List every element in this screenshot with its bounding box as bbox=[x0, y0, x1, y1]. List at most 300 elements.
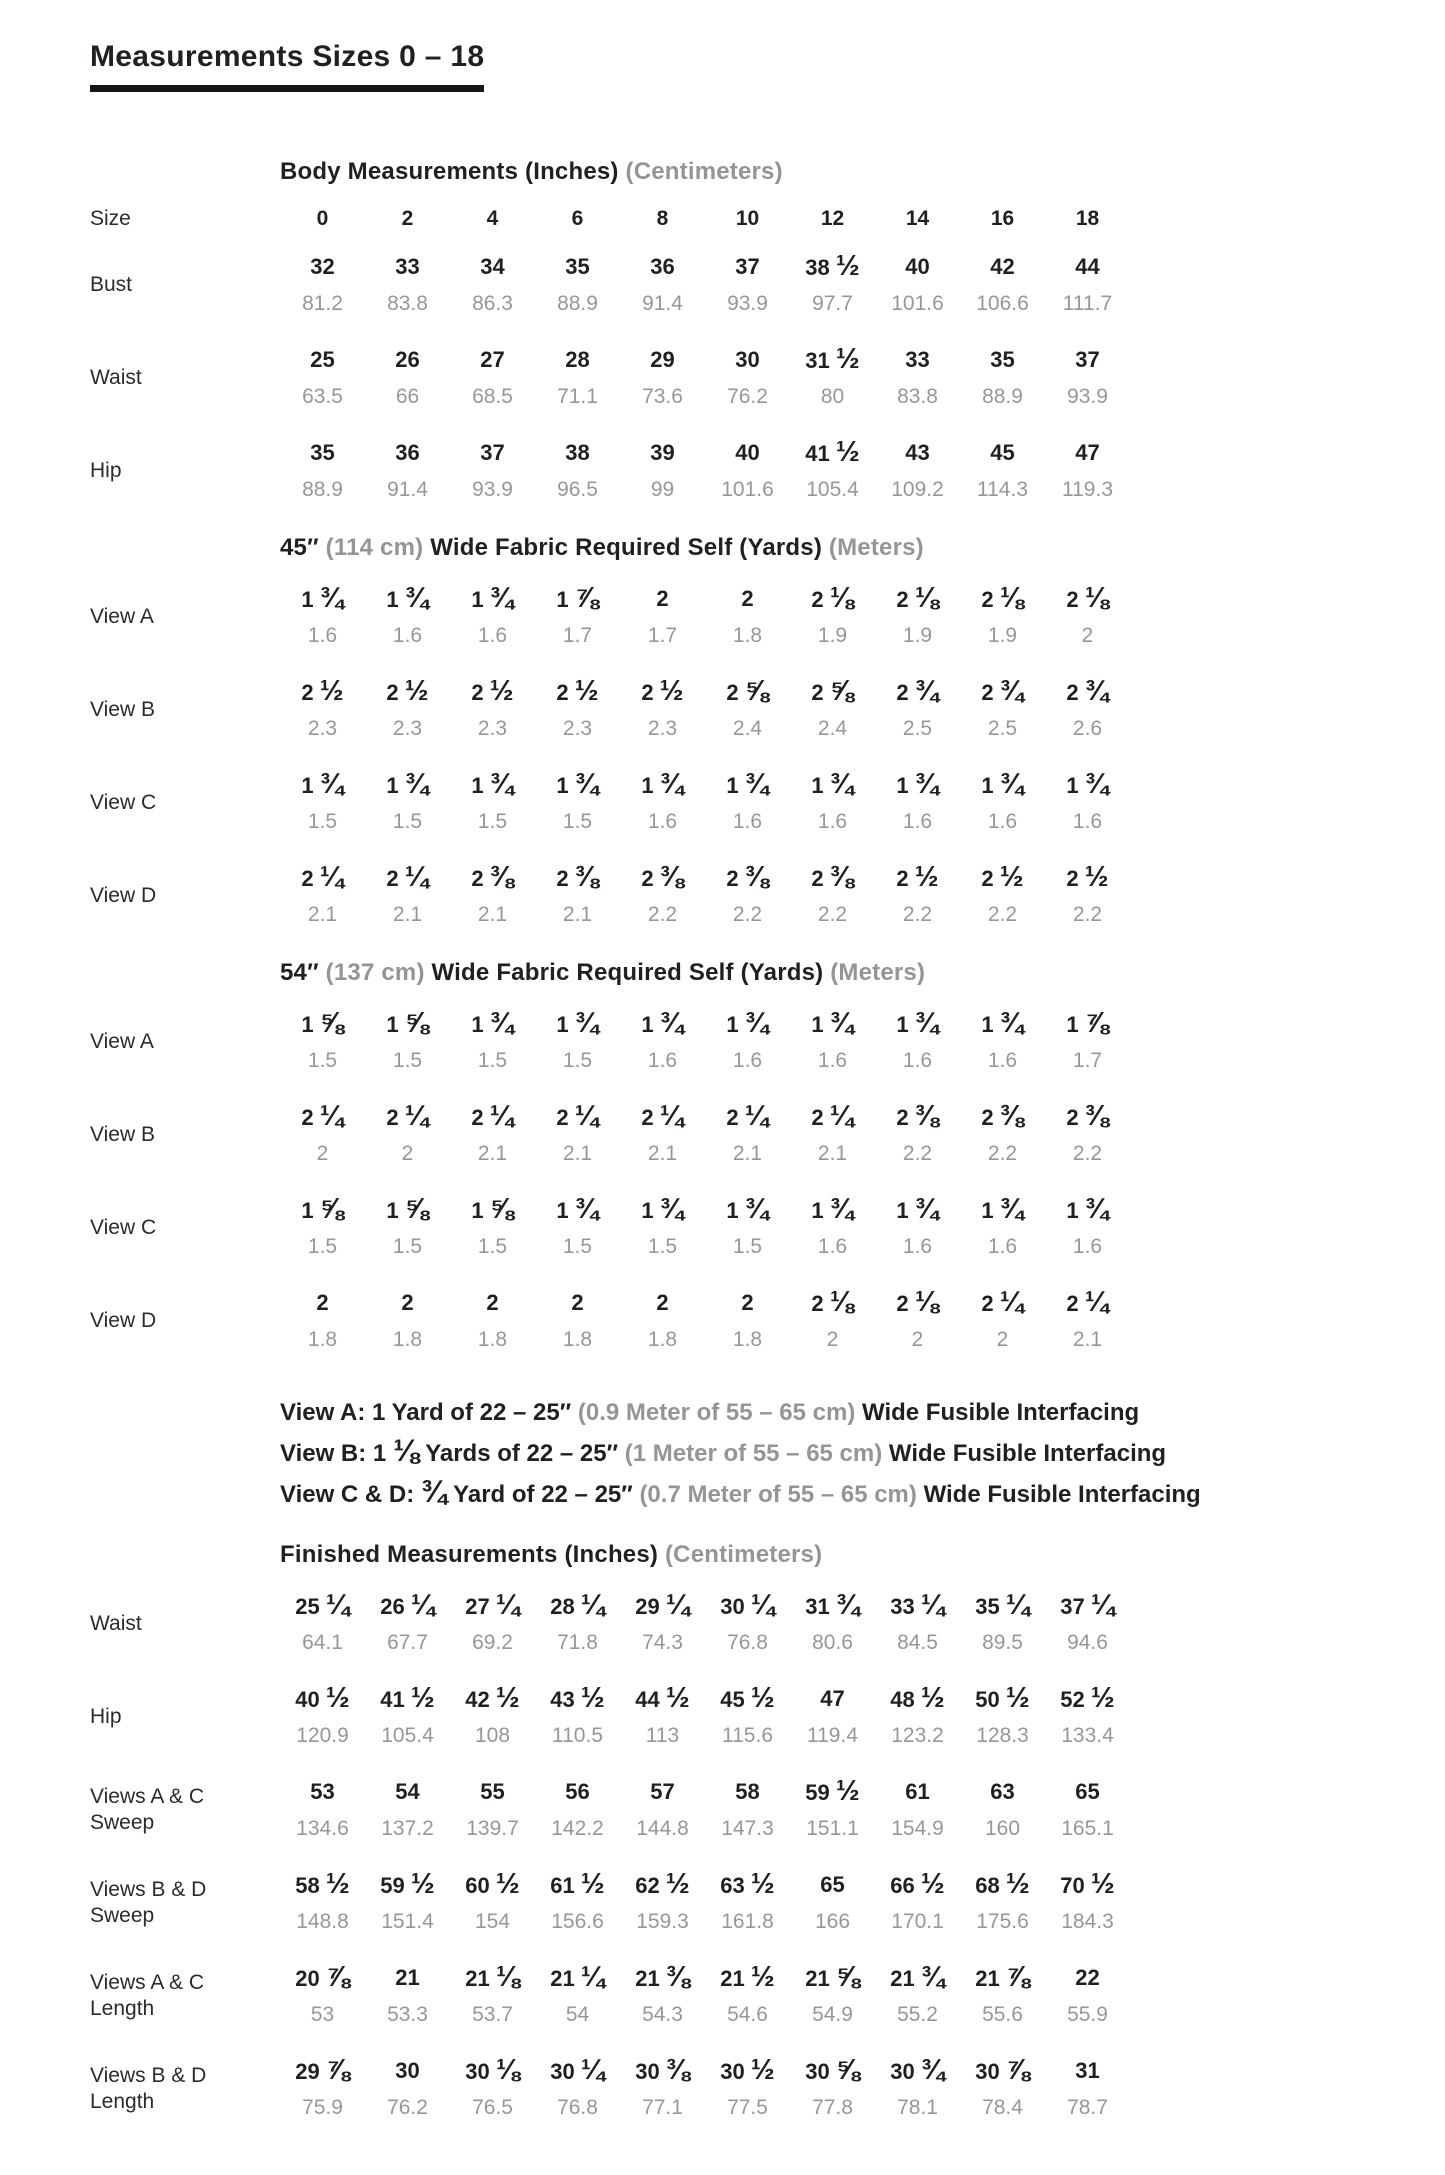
section-body-measurements bbox=[90, 158, 1445, 508]
value-cell: 76.8 bbox=[727, 1630, 768, 1654]
note-requirement: View B: 1 ⅛ Yards of 22 – 25″ bbox=[280, 1433, 619, 1468]
value-cell: 1.6 bbox=[307, 623, 338, 647]
value-cell: 1.8 bbox=[562, 1327, 593, 1351]
value-cell: 53 bbox=[310, 1778, 335, 1804]
value-cell: 32 bbox=[310, 253, 335, 279]
value-cell: 61 bbox=[905, 1778, 930, 1804]
value-cell: 96.5 bbox=[557, 477, 598, 501]
row-label: Hip bbox=[90, 459, 122, 482]
note-material: Wide Fusible Interfacing bbox=[923, 1481, 1201, 1508]
value-cell: 62 ½ bbox=[635, 1868, 690, 1900]
value-cell: 2 ⅜ bbox=[471, 861, 514, 893]
value-cell: 54 bbox=[395, 1778, 420, 1804]
value-cell: 78.7 bbox=[1067, 2095, 1108, 2119]
value-cell: 105.4 bbox=[806, 477, 859, 501]
value-cell: 1 ⅝ bbox=[386, 1007, 429, 1039]
value-cell: 22 bbox=[1075, 1964, 1100, 1990]
value-cell: 80.6 bbox=[812, 1630, 853, 1654]
value-cell: 1.5 bbox=[392, 1234, 423, 1258]
value-cell: 1.6 bbox=[902, 1048, 933, 1072]
finished-waist-centimeters bbox=[280, 1624, 1130, 1661]
value-cell: 1 ¾ bbox=[641, 1193, 684, 1225]
value-cell: 2.1 bbox=[647, 1141, 678, 1165]
hip-inches bbox=[280, 434, 1130, 471]
value-cell: 2 ¼ bbox=[981, 1286, 1024, 1318]
row-waist bbox=[90, 341, 1445, 415]
row-finished-waist bbox=[90, 1587, 1445, 1661]
value-cell: 1.5 bbox=[562, 1234, 593, 1258]
value-cell: 71.1 bbox=[557, 384, 598, 408]
value-cell: 81.2 bbox=[302, 291, 343, 315]
value-cell: 2 bbox=[316, 1141, 329, 1165]
value-cell: 2 ¼ bbox=[301, 1100, 344, 1132]
value-cell: 2 ½ bbox=[641, 675, 684, 707]
value-cell: 1.6 bbox=[647, 809, 678, 833]
value-cell: 1.6 bbox=[1072, 809, 1103, 833]
value-cell: 2 ⅜ bbox=[641, 861, 684, 893]
value-cell: 139.7 bbox=[466, 1816, 519, 1840]
value-cell: 115.6 bbox=[722, 1723, 773, 1747]
value-cell: 1 ⅝ bbox=[386, 1193, 429, 1225]
value-cell: 2 bbox=[401, 1141, 414, 1165]
value-cell: 1.5 bbox=[392, 809, 423, 833]
row-label: View C bbox=[90, 1216, 157, 1239]
view-c-meters bbox=[280, 803, 1130, 840]
value-cell: 30 ⅛ bbox=[465, 2054, 520, 2086]
row-views-ac-length bbox=[90, 1959, 1445, 2033]
view-b-yards bbox=[280, 673, 1130, 710]
value-cell: 30 ¼ bbox=[550, 2054, 605, 2086]
value-cell: 1.6 bbox=[1072, 1234, 1103, 1258]
value-cell: 37 ¼ bbox=[1060, 1589, 1115, 1621]
row-45-view-b bbox=[90, 673, 1445, 747]
note-metric: (1 Meter of 55 – 65 cm) bbox=[624, 1440, 883, 1467]
row-45-view-a bbox=[90, 580, 1445, 654]
view-c-meters bbox=[280, 1228, 1130, 1265]
value-cell: 1.5 bbox=[392, 1048, 423, 1072]
value-cell: 55.9 bbox=[1067, 2002, 1108, 2026]
value-cell: 2 bbox=[486, 1289, 499, 1315]
value-cell: 10 bbox=[735, 207, 760, 230]
heading-width-metric: (114 cm) bbox=[325, 534, 424, 561]
row-label: View D bbox=[90, 884, 157, 907]
row-label: View A bbox=[90, 1030, 154, 1053]
value-cell: 35 bbox=[310, 439, 335, 465]
value-cell: 97.7 bbox=[812, 291, 853, 315]
value-cell: 35 bbox=[990, 346, 1015, 372]
value-cell: 161.8 bbox=[721, 1909, 774, 1933]
value-cell: 74.3 bbox=[642, 1630, 683, 1654]
value-cell: 43 bbox=[905, 439, 930, 465]
value-cell: 21 ⅜ bbox=[635, 1961, 690, 1993]
row-finished-hip bbox=[90, 1680, 1445, 1754]
value-cell: 1.9 bbox=[817, 623, 848, 647]
value-cell: 29 ⅞ bbox=[295, 2054, 350, 2086]
finished-hip-inches bbox=[280, 1680, 1130, 1717]
value-cell: 2 bbox=[1081, 623, 1094, 647]
value-cell: 2.1 bbox=[562, 902, 593, 926]
value-cell: 151.4 bbox=[381, 1909, 434, 1933]
value-cell: 1.6 bbox=[732, 1048, 763, 1072]
view-d-meters bbox=[280, 896, 1130, 933]
views-bd-length-centimeters bbox=[280, 2089, 1130, 2126]
value-cell: 2 ¼ bbox=[386, 861, 429, 893]
size-values bbox=[280, 204, 1130, 234]
size-label: Size bbox=[90, 207, 131, 230]
value-cell: 91.4 bbox=[387, 477, 428, 501]
value-cell: 1 ⅝ bbox=[301, 1007, 344, 1039]
row-label: View D bbox=[90, 1309, 157, 1332]
value-cell: 133.4 bbox=[1061, 1723, 1114, 1747]
row-label-line2: Length bbox=[90, 2090, 155, 2113]
row-views-ac-sweep bbox=[90, 1773, 1445, 1847]
heading-sub: (Centimeters) bbox=[664, 1541, 823, 1568]
row-label: Hip bbox=[90, 1705, 122, 1728]
heading-sub: (Meters) bbox=[830, 959, 926, 986]
value-cell: 1.5 bbox=[477, 1234, 508, 1258]
value-cell: 2 bbox=[316, 1289, 329, 1315]
value-cell: 2.1 bbox=[562, 1141, 593, 1165]
value-cell: 39 bbox=[650, 439, 675, 465]
value-cell: 84.5 bbox=[897, 1630, 938, 1654]
view-d-yards bbox=[280, 859, 1130, 896]
view-d-meters bbox=[280, 1321, 1130, 1358]
value-cell: 1.6 bbox=[987, 809, 1018, 833]
value-cell: 2 ¾ bbox=[896, 675, 939, 707]
value-cell: 88.9 bbox=[557, 291, 598, 315]
value-cell: 65 bbox=[820, 1871, 845, 1897]
value-cell: 45 ½ bbox=[720, 1682, 775, 1714]
bust-centimeters bbox=[280, 285, 1130, 322]
value-cell: 2 ⅜ bbox=[556, 861, 599, 893]
value-cell: 47 bbox=[820, 1685, 845, 1711]
row-bust bbox=[90, 248, 1445, 322]
value-cell: 1 ¾ bbox=[556, 768, 599, 800]
value-cell: 106.6 bbox=[976, 291, 1029, 315]
value-cell: 101.6 bbox=[891, 291, 944, 315]
value-cell: 53 bbox=[310, 2002, 335, 2026]
value-cell: 2.4 bbox=[817, 716, 848, 740]
value-cell: 54 bbox=[565, 2002, 590, 2026]
value-cell: 25 ¼ bbox=[295, 1589, 350, 1621]
value-cell: 44 bbox=[1075, 253, 1100, 279]
value-cell: 101.6 bbox=[721, 477, 774, 501]
value-cell: 31 ½ bbox=[805, 343, 860, 375]
value-cell: 29 bbox=[650, 346, 675, 372]
value-cell: 2 ⅛ bbox=[811, 1286, 854, 1318]
value-cell: 1.5 bbox=[307, 1048, 338, 1072]
value-cell: 2 ⅜ bbox=[896, 1100, 939, 1132]
value-cell: 2 ¼ bbox=[726, 1100, 769, 1132]
heading-width-metric: (137 cm) bbox=[325, 959, 425, 986]
value-cell: 64.1 bbox=[302, 1630, 343, 1654]
value-cell: 2 ¼ bbox=[556, 1100, 599, 1132]
row-label-line2: Sweep bbox=[90, 1811, 155, 1834]
finished-hip-centimeters bbox=[280, 1717, 1130, 1754]
view-b-meters bbox=[280, 710, 1130, 747]
value-cell: 33 ¼ bbox=[890, 1589, 945, 1621]
value-cell: 93.9 bbox=[472, 477, 513, 501]
value-cell: 2 ½ bbox=[386, 675, 429, 707]
value-cell: 38 ½ bbox=[805, 250, 860, 282]
value-cell: 36 bbox=[650, 253, 675, 279]
views-ac-length-inches bbox=[280, 1959, 1130, 1996]
value-cell: 55.6 bbox=[982, 2002, 1023, 2026]
value-cell: 21 ½ bbox=[720, 1961, 775, 1993]
value-cell: 58 ½ bbox=[295, 1868, 350, 1900]
view-a-meters bbox=[280, 617, 1130, 654]
value-cell: 2 ⅝ bbox=[726, 675, 769, 707]
value-cell: 109.2 bbox=[891, 477, 944, 501]
value-cell: 76.2 bbox=[727, 384, 768, 408]
value-cell: 27 bbox=[480, 346, 505, 372]
value-cell: 2.5 bbox=[902, 716, 933, 740]
value-cell: 2 bbox=[826, 1327, 839, 1351]
value-cell: 2 ⅛ bbox=[896, 582, 939, 614]
value-cell: 2 ½ bbox=[301, 675, 344, 707]
view-d-yards bbox=[280, 1284, 1130, 1321]
value-cell: 30 ⅜ bbox=[635, 2054, 690, 2086]
value-cell: 88.9 bbox=[302, 477, 343, 501]
value-cell: 2 ¼ bbox=[1066, 1286, 1109, 1318]
value-cell: 54.3 bbox=[642, 2002, 683, 2026]
value-cell: 1.6 bbox=[392, 623, 423, 647]
row-hip bbox=[90, 434, 1445, 508]
hip-centimeters bbox=[280, 471, 1130, 508]
value-cell: 1.9 bbox=[987, 623, 1018, 647]
value-cell: 1.6 bbox=[817, 1048, 848, 1072]
value-cell: 2.3 bbox=[307, 716, 338, 740]
value-cell: 1 ¾ bbox=[471, 1007, 514, 1039]
value-cell: 2.2 bbox=[732, 902, 763, 926]
value-cell: 1.8 bbox=[732, 623, 763, 647]
value-cell: 108 bbox=[474, 1723, 511, 1747]
value-cell: 1.6 bbox=[987, 1048, 1018, 1072]
value-cell: 88.9 bbox=[982, 384, 1023, 408]
waist-centimeters bbox=[280, 378, 1130, 415]
value-cell: 34 bbox=[480, 253, 505, 279]
value-cell: 14 bbox=[905, 207, 930, 230]
value-cell: 105.4 bbox=[381, 1723, 434, 1747]
value-cell: 99 bbox=[650, 477, 675, 501]
view-a-yards bbox=[280, 1005, 1130, 1042]
value-cell: 27 ¼ bbox=[465, 1589, 520, 1621]
value-cell: 1 ¾ bbox=[556, 1007, 599, 1039]
value-cell: 1.6 bbox=[477, 623, 508, 647]
value-cell: 1 ⅝ bbox=[471, 1193, 514, 1225]
value-cell: 94.6 bbox=[1067, 1630, 1108, 1654]
value-cell: 151.1 bbox=[806, 1816, 859, 1840]
value-cell: 2.1 bbox=[477, 902, 508, 926]
value-cell: 2.1 bbox=[392, 902, 423, 926]
views-bd-sweep-inches bbox=[280, 1866, 1130, 1903]
value-cell: 120.9 bbox=[296, 1723, 349, 1747]
value-cell: 45 bbox=[990, 439, 1015, 465]
value-cell: 2 ¾ bbox=[981, 675, 1024, 707]
value-cell: 156.6 bbox=[551, 1909, 604, 1933]
value-cell: 123.2 bbox=[891, 1723, 944, 1747]
value-cell: 1.6 bbox=[902, 809, 933, 833]
row-label: Waist bbox=[90, 1612, 142, 1635]
value-cell: 2.2 bbox=[817, 902, 848, 926]
view-a-yards bbox=[280, 580, 1130, 617]
value-cell: 119.3 bbox=[1062, 477, 1113, 501]
value-cell: 166 bbox=[814, 1909, 851, 1933]
bust-inches bbox=[280, 248, 1130, 285]
value-cell: 48 ½ bbox=[890, 1682, 945, 1714]
value-cell: 30 bbox=[395, 2057, 420, 2083]
value-cell: 2.2 bbox=[1072, 902, 1103, 926]
value-cell: 160 bbox=[984, 1816, 1021, 1840]
view-c-yards bbox=[280, 1191, 1130, 1228]
value-cell: 89.5 bbox=[982, 1630, 1023, 1654]
value-cell: 33 bbox=[395, 253, 420, 279]
value-cell: 2 ⅛ bbox=[1066, 582, 1109, 614]
value-cell: 1 ¾ bbox=[811, 1193, 854, 1225]
value-cell: 20 ⅞ bbox=[295, 1961, 350, 1993]
value-cell: 37 bbox=[480, 439, 505, 465]
value-cell: 154 bbox=[474, 1909, 511, 1933]
value-cell: 63.5 bbox=[302, 384, 343, 408]
note-metric: (0.9 Meter of 55 – 65 cm) bbox=[577, 1399, 856, 1426]
value-cell: 159.3 bbox=[636, 1909, 689, 1933]
value-cell: 1.6 bbox=[902, 1234, 933, 1258]
value-cell: 37 bbox=[1075, 346, 1100, 372]
value-cell: 2 ¼ bbox=[301, 861, 344, 893]
value-cell: 2.2 bbox=[902, 1141, 933, 1165]
value-cell: 1 ¾ bbox=[386, 582, 429, 614]
heading-sub: (Centimeters) bbox=[625, 158, 783, 185]
value-cell: 2.1 bbox=[307, 902, 338, 926]
value-cell: 70 ½ bbox=[1060, 1868, 1115, 1900]
value-cell: 30 ⅞ bbox=[975, 2054, 1030, 2086]
value-cell: 28 bbox=[565, 346, 590, 372]
value-cell: 2.3 bbox=[477, 716, 508, 740]
value-cell: 2.3 bbox=[562, 716, 593, 740]
row-label: Waist bbox=[90, 366, 142, 389]
value-cell: 1 ¾ bbox=[896, 1007, 939, 1039]
value-cell: 80 bbox=[820, 384, 845, 408]
finished-waist-inches bbox=[280, 1587, 1130, 1624]
value-cell: 2 ⅛ bbox=[981, 582, 1024, 614]
note-material: Wide Fusible Interfacing bbox=[862, 1399, 1140, 1426]
heading-main: Body Measurements (Inches) bbox=[280, 158, 619, 185]
value-cell: 1.7 bbox=[1072, 1048, 1103, 1072]
value-cell: 35 ¼ bbox=[975, 1589, 1030, 1621]
value-cell: 35 bbox=[565, 253, 590, 279]
value-cell: 86.3 bbox=[472, 291, 513, 315]
value-cell: 1.8 bbox=[477, 1327, 508, 1351]
value-cell: 68 ½ bbox=[975, 1868, 1030, 1900]
body-measurements-heading bbox=[280, 158, 1445, 186]
value-cell: 1 ¾ bbox=[556, 1193, 599, 1225]
value-cell: 38 bbox=[565, 439, 590, 465]
value-cell: 68.5 bbox=[472, 384, 513, 408]
value-cell: 76.5 bbox=[472, 2095, 513, 2119]
value-cell: 66 bbox=[395, 384, 420, 408]
value-cell: 2 ¼ bbox=[811, 1100, 854, 1132]
value-cell: 36 bbox=[395, 439, 420, 465]
value-cell: 93.9 bbox=[1067, 384, 1108, 408]
row-views-bd-length bbox=[90, 2052, 1445, 2126]
page-title: Measurements Sizes 0 – 18 bbox=[90, 40, 484, 92]
value-cell: 28 ¼ bbox=[550, 1589, 605, 1621]
value-cell: 2 ½ bbox=[556, 675, 599, 707]
row-label: View B bbox=[90, 1123, 155, 1146]
value-cell: 2 ¼ bbox=[641, 1100, 684, 1132]
value-cell: 44 ½ bbox=[635, 1682, 690, 1714]
value-cell: 83.8 bbox=[897, 384, 938, 408]
heading-width: 54″ bbox=[280, 959, 319, 986]
value-cell: 1 ¾ bbox=[386, 768, 429, 800]
value-cell: 60 ½ bbox=[465, 1868, 520, 1900]
views-ac-sweep-centimeters bbox=[280, 1810, 1130, 1847]
value-cell: 111.7 bbox=[1062, 291, 1113, 315]
value-cell: 40 bbox=[735, 439, 760, 465]
value-cell: 113 bbox=[645, 1723, 680, 1747]
note-requirement: View C & D: ¾ Yard of 22 – 25″ bbox=[280, 1474, 633, 1509]
value-cell: 31 ¾ bbox=[805, 1589, 860, 1621]
value-cell: 2 bbox=[656, 585, 669, 611]
value-cell: 12 bbox=[820, 207, 845, 230]
value-cell: 2 bbox=[571, 1289, 584, 1315]
value-cell: 1 ¾ bbox=[301, 768, 344, 800]
value-cell: 2.2 bbox=[987, 902, 1018, 926]
value-cell: 2 ½ bbox=[981, 861, 1024, 893]
value-cell: 175.6 bbox=[976, 1909, 1029, 1933]
value-cell: 2 ⅛ bbox=[811, 582, 854, 614]
section-fabric-54 bbox=[90, 959, 1445, 1358]
value-cell: 147.3 bbox=[721, 1816, 774, 1840]
value-cell: 1.6 bbox=[732, 809, 763, 833]
value-cell: 40 bbox=[905, 253, 930, 279]
value-cell: 1 ¾ bbox=[726, 1007, 769, 1039]
note-material: Wide Fusible Interfacing bbox=[888, 1440, 1167, 1467]
value-cell: 1.8 bbox=[732, 1327, 763, 1351]
value-cell: 2 ⅜ bbox=[726, 861, 769, 893]
row-label: Bust bbox=[90, 273, 133, 296]
value-cell: 184.3 bbox=[1061, 1909, 1114, 1933]
value-cell: 16 bbox=[990, 207, 1015, 230]
value-cell: 69.2 bbox=[472, 1630, 513, 1654]
row-label: Views B & D bbox=[90, 1878, 207, 1901]
value-cell: 128.3 bbox=[976, 1723, 1029, 1747]
value-cell: 54.6 bbox=[727, 2002, 768, 2026]
value-cell: 1 ¾ bbox=[641, 768, 684, 800]
value-cell: 42 ½ bbox=[465, 1682, 520, 1714]
value-cell: 1.5 bbox=[477, 809, 508, 833]
value-cell: 55.2 bbox=[897, 2002, 938, 2026]
value-cell: 1 ⅞ bbox=[556, 582, 599, 614]
waist-inches bbox=[280, 341, 1130, 378]
value-cell: 148.8 bbox=[296, 1909, 349, 1933]
value-cell: 1.6 bbox=[817, 809, 848, 833]
value-cell: 1.8 bbox=[647, 1327, 678, 1351]
value-cell: 4 bbox=[486, 207, 499, 230]
value-cell: 21 ¾ bbox=[890, 1961, 945, 1993]
value-cell: 61 ½ bbox=[550, 1868, 605, 1900]
value-cell: 1 ¾ bbox=[1066, 768, 1109, 800]
value-cell: 137.2 bbox=[381, 1816, 434, 1840]
value-cell: 76.2 bbox=[387, 2095, 428, 2119]
value-cell: 2.1 bbox=[1072, 1327, 1103, 1351]
value-cell: 53.7 bbox=[472, 2002, 513, 2026]
row-label: Views A & C bbox=[90, 1971, 205, 1994]
note-metric: (0.7 Meter of 55 – 65 cm) bbox=[639, 1481, 917, 1508]
value-cell: 2.1 bbox=[732, 1141, 763, 1165]
value-cell: 47 bbox=[1075, 439, 1100, 465]
value-cell: 2.3 bbox=[647, 716, 678, 740]
